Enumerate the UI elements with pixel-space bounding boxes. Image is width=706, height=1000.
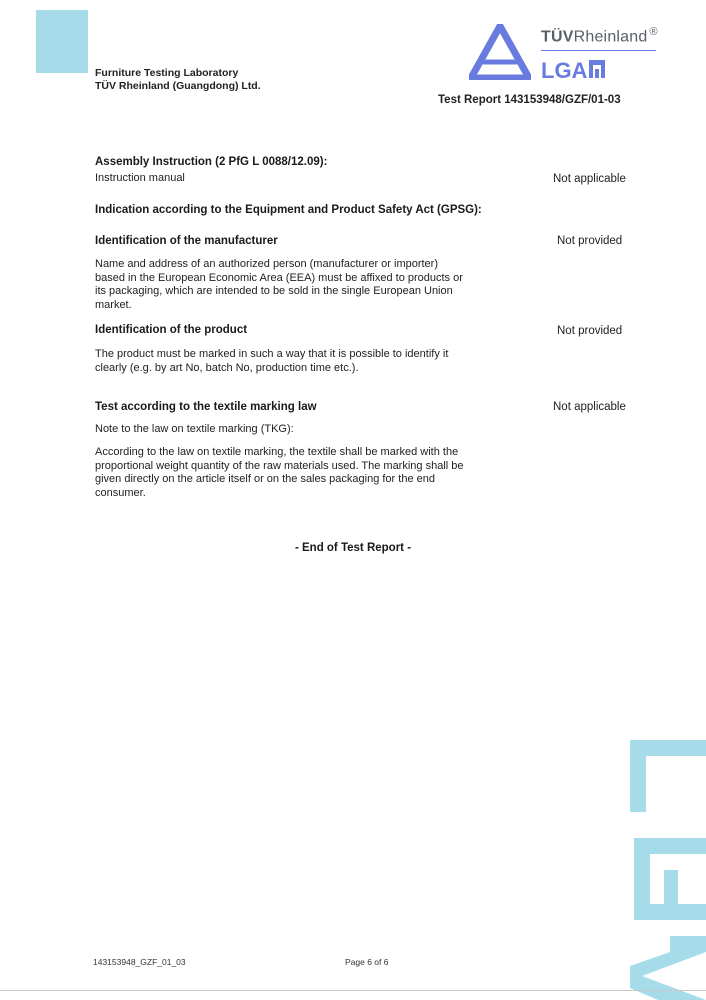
footer-doc-id: 143153948_GZF_01_03 bbox=[93, 957, 186, 967]
manufacturer-heading: Identification of the manufacturer bbox=[95, 235, 278, 247]
text-line: consumer. bbox=[95, 486, 146, 499]
bottom-border bbox=[0, 990, 706, 991]
manufacturer-result: Not provided bbox=[557, 235, 623, 247]
text-line: market. bbox=[95, 298, 132, 311]
lga-watermark-icon bbox=[600, 730, 706, 1000]
product-heading: Identification of the product bbox=[95, 324, 248, 336]
corner-color-block bbox=[36, 10, 88, 73]
lga-logo-icon bbox=[541, 57, 607, 81]
text-line: Name and address of an authorized person (manufacturer or importer) bbox=[95, 258, 439, 270]
lab-line-2: TÜV Rheinland (Guangdong) Ltd. bbox=[95, 80, 261, 92]
text-line: given directly on the article itself or on the sales packaging for the end bbox=[95, 473, 435, 485]
footer-page-number: Page 6 of 6 bbox=[345, 957, 389, 967]
textile-heading: Test according to the textile marking law bbox=[95, 401, 317, 413]
textile-body bbox=[95, 446, 464, 500]
tuv-brand-text bbox=[541, 26, 658, 46]
logo-divider bbox=[541, 50, 656, 51]
text-line: According to the law on textile marking, the textile shall be marked with the bbox=[95, 446, 459, 458]
text-line: proportional weight quantity of the raw materials used. The marking shall be bbox=[95, 459, 464, 472]
end-of-report: - End of Test Report - bbox=[294, 542, 412, 554]
text-line: The product must be marked in such a way that it is possible to identify it bbox=[95, 348, 449, 360]
text-line: its packaging, which are intended to be sold in the single European Union bbox=[95, 285, 453, 297]
textile-result: Not applicable bbox=[553, 401, 626, 413]
textile-note: Note to the law on textile marking (TKG): bbox=[95, 423, 294, 435]
report-number: Test Report 143153948/GZF/01-03 bbox=[438, 94, 621, 106]
registered-mark: ® bbox=[649, 26, 658, 38]
brand-name-rest: Rheinland bbox=[573, 28, 648, 46]
lab-line-1: Furniture Testing Laboratory bbox=[95, 67, 239, 79]
gpsg-heading: Indication according to the Equipment and Product Safety Act (GPSG): bbox=[95, 204, 482, 216]
assembly-line: Instruction manual bbox=[95, 172, 185, 184]
text-line: based in the European Economic Area (EEA) must be affixed to products or bbox=[95, 271, 463, 284]
tuv-triangle-logo-icon bbox=[469, 24, 531, 80]
product-result: Not provided bbox=[557, 325, 623, 337]
lab-name bbox=[95, 67, 261, 93]
text-line: clearly (e.g. by art No, batch No, production time etc.). bbox=[95, 361, 359, 374]
product-body bbox=[95, 348, 448, 375]
brand-name-bold: TÜV bbox=[541, 28, 574, 46]
assembly-result: Not applicable bbox=[553, 173, 626, 185]
lga-logo-text: LGA bbox=[541, 58, 588, 81]
manufacturer-body bbox=[95, 258, 463, 312]
assembly-heading: Assembly Instruction (2 PfG L 0088/12.09): bbox=[95, 156, 328, 168]
